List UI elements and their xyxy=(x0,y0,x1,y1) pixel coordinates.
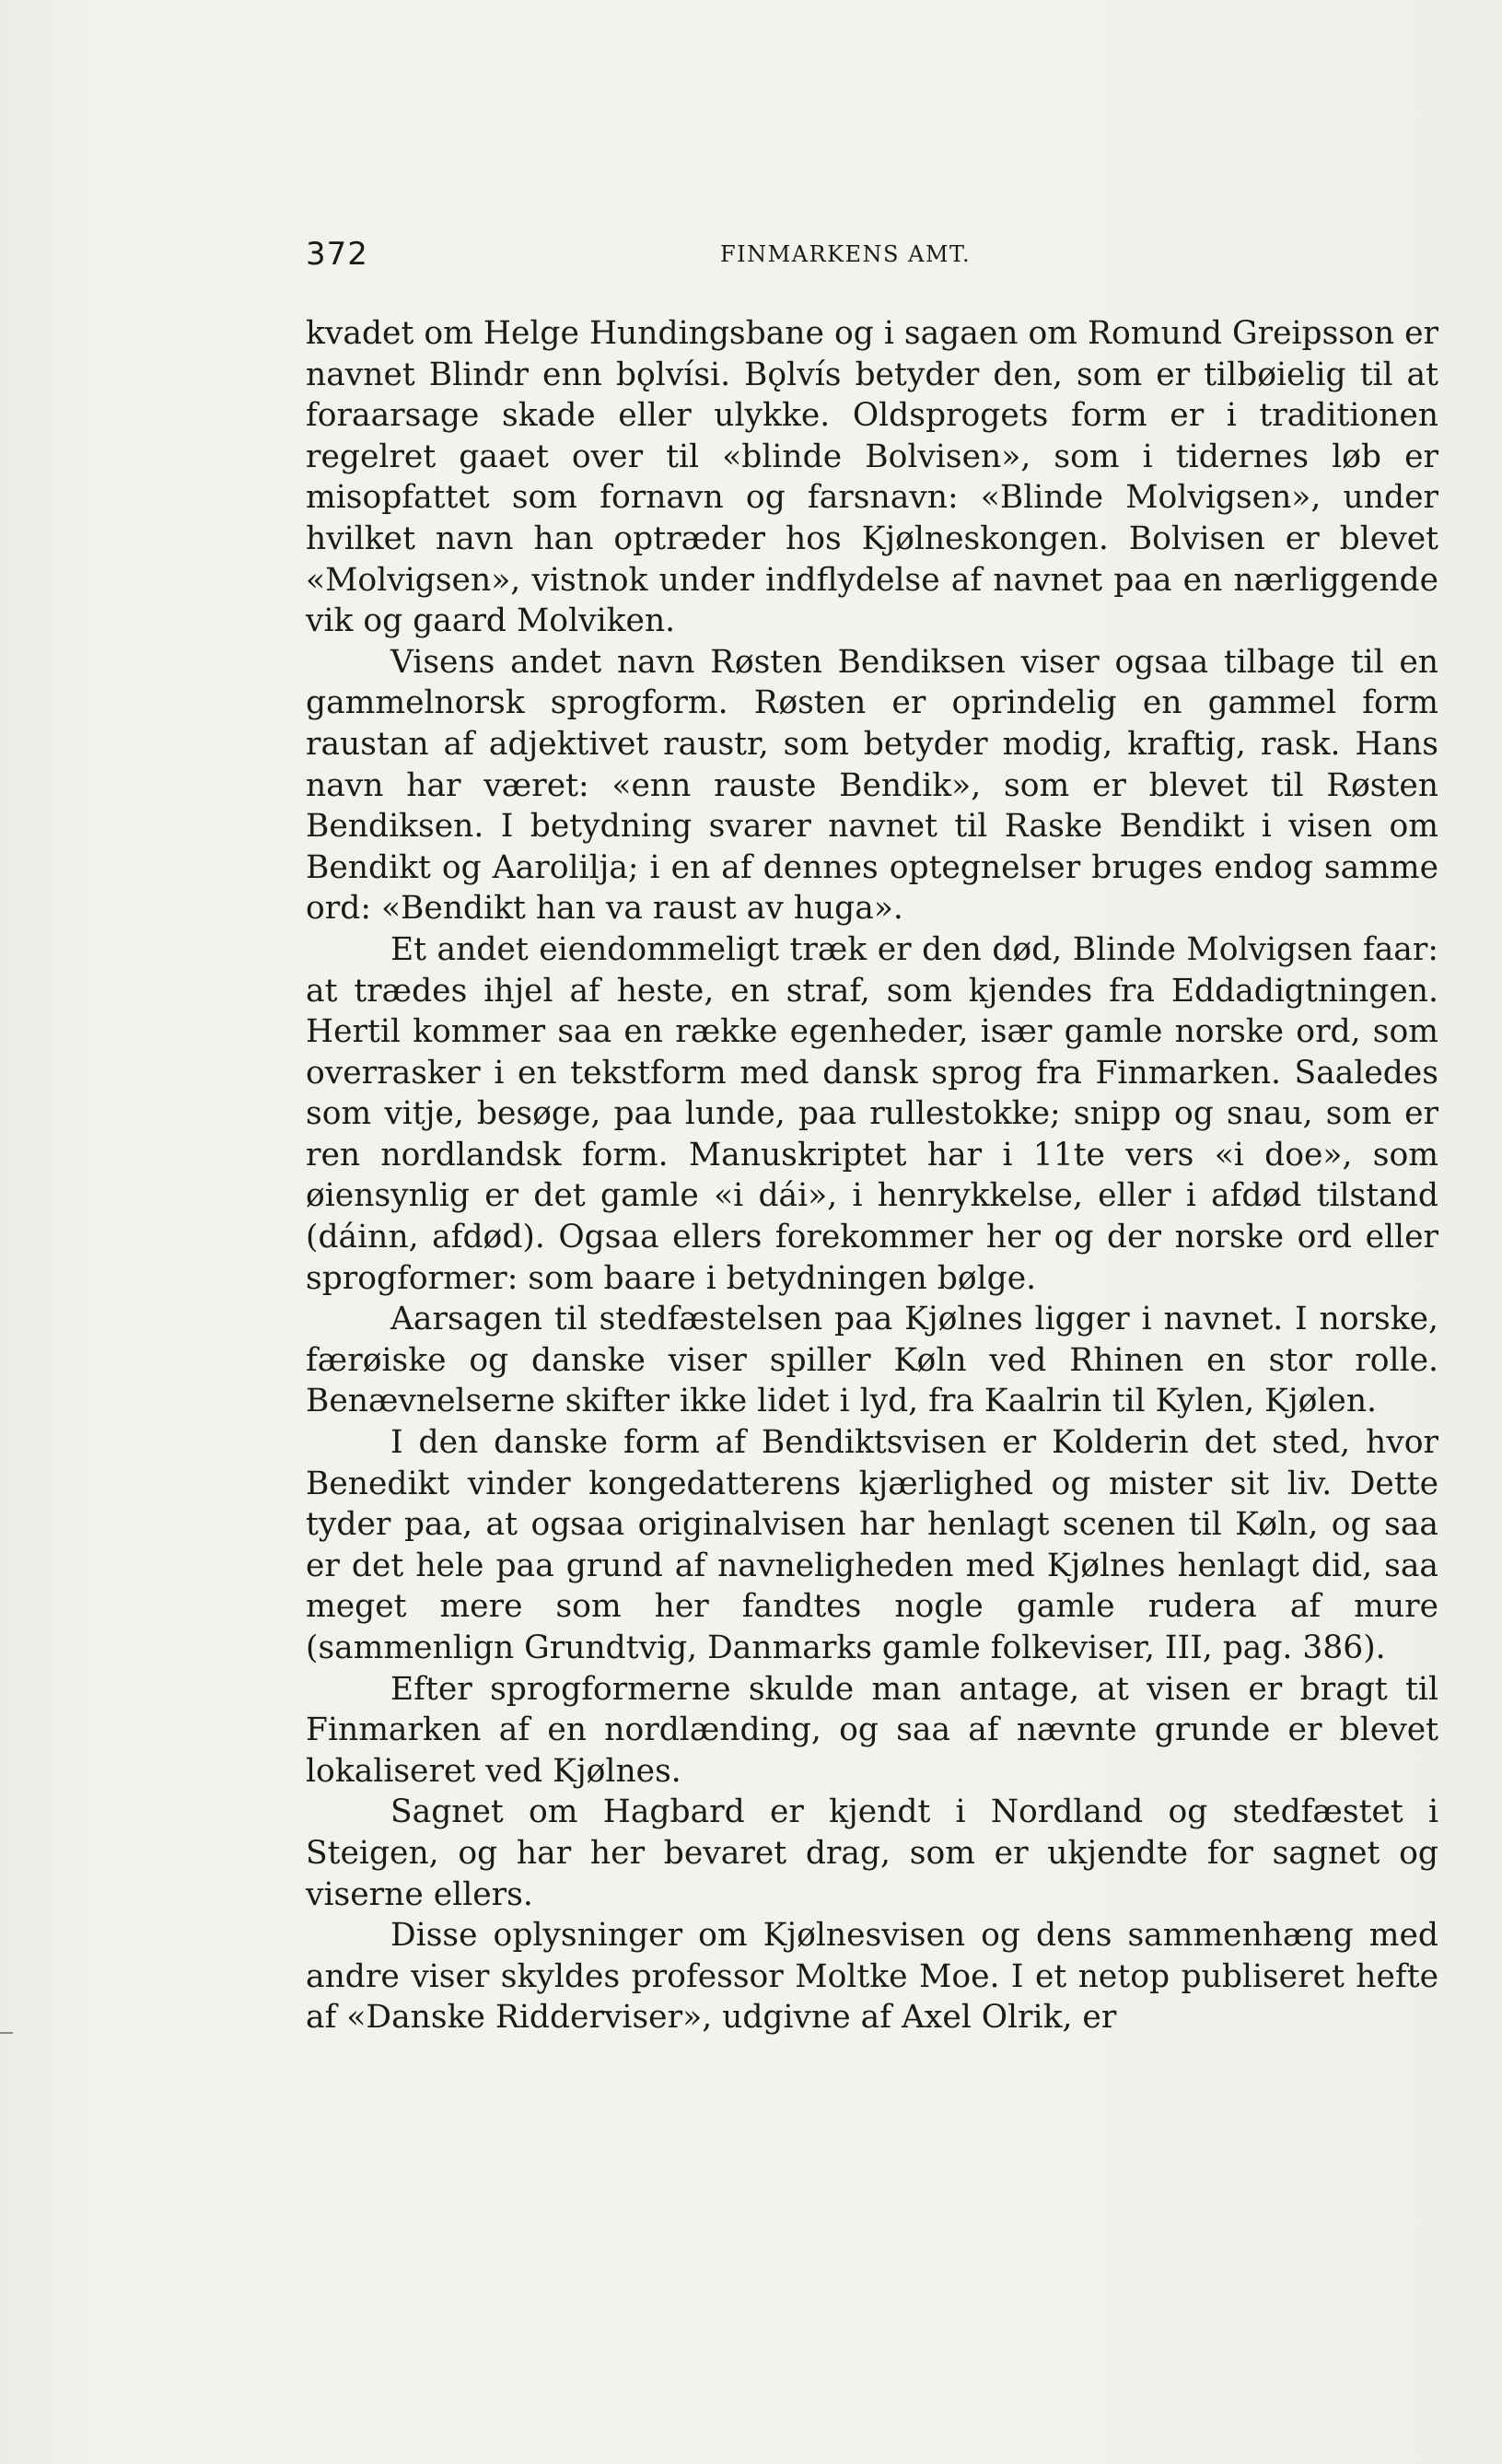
body-text xyxy=(306,313,1438,2038)
paragraph: kvadet om Helge Hundingsbane og i sagaen om Romund Greipsson er navnet Blindr enn bǫlvísi. Bǫlvís betyder den, som er tilbøielig til at foraarsage skade eller ulykke. Oldsprogets form er i traditionen regelret gaaet over til «blinde Bolvisen», som i tidernes løb er misopfattet som fornavn og farsnavn: «Blinde Molvigsen», under hvilket navn han optræder hos Kjølneskongen. Bolvisen er blevet «Molvigsen», vistnok under indflydelse af navnet paa en nærliggende vik og gaard Molviken. xyxy=(306,315,1438,640)
paragraph: Sagnet om Hagbard er kjendt i Nordland og stedfæstet i Steigen, og har her bevaret drag, som er ukjendte for sagnet og viserne ellers. xyxy=(306,1793,1438,1913)
paragraph: Efter sprogformerne skulde man antage, at visen er bragt til Finmarken af en nordlænding, og saa af nævnte grunde er blevet lokaliseret ved Kjølnes. xyxy=(306,1670,1438,1790)
page-number: 372 xyxy=(306,236,368,273)
page-header xyxy=(306,236,1438,282)
margin-mark xyxy=(0,2032,13,2034)
paragraph: Disse oplysninger om Kjølnesvisen og dens sammenhæng med andre viser skyldes professor Moltke Moe. I et netop publiseret hefte af «Danske Ridderviser», udgivne af Axel Olrik, er xyxy=(306,1917,1438,2037)
running-title: FINMARKENS AMT. xyxy=(720,241,972,267)
paragraph: I den danske form af Bendiktsvisen er Kolderin det sted, hvor Benedikt vinder kongedatterens kjærlighed og mister sit liv. Dette tyder paa, at ogsaa originalvisen har henlagt scenen til Køln, og saa er det hele paa grund af navneligheden med Kjølnes henlagt did, saa meget mere som her fandtes nogle gamle rudera af mure (sammenlign Grundtvig, Danmarks gamle folkeviser, III, pag. 386). xyxy=(306,1424,1438,1666)
paragraph: Aarsagen til stedfæstelsen paa Kjølnes ligger i navnet. I norske, færøiske og danske viser spiller Køln ved Rhinen en stor rolle. Benævnelserne skifter ikke lidet i lyd, fra Kaalrin til Kylen, Kjølen. xyxy=(306,1301,1438,1420)
paragraph: Visens andet navn Røsten Bendiksen viser ogsaa tilbage til en gammelnorsk sprogform. Røsten er oprindelig en gammel form raustan af adjektivet raustr, som betyder modig, kraftig, rask. Hans navn har været: «enn rauste Bendik», som er blevet til Røsten Bendiksen. I betydning svarer navnet til Raske Bendikt i visen om Bendikt og Aarolilja; i en af dennes optegnelser bruges endog samme ord: «Bendikt han va raust av huga». xyxy=(306,643,1438,928)
paragraph: Et andet eiendommeligt træk er den død, Blinde Molvigsen faar: at trædes ihjel af heste, en straf, som kjendes fra Eddadigtningen. Hertil kommer saa en række egenheder, især gamle norske ord, som overrasker i en tekstform med dansk sprog fra Finmarken. Saaledes som vitje, besøge, paa lunde, paa rullestokke; snipp og snau, som er ren nordlandsk form. Manuskriptet har i 11te vers «i doe», som øiensynlig er det gamle «i dái», i henrykkelse, eller i afdød tilstand (dáinn, afdød). Ogsaa ellers forekommer her og der norske ord eller sprogformer: som baare i betydningen bølge. xyxy=(306,930,1438,1297)
